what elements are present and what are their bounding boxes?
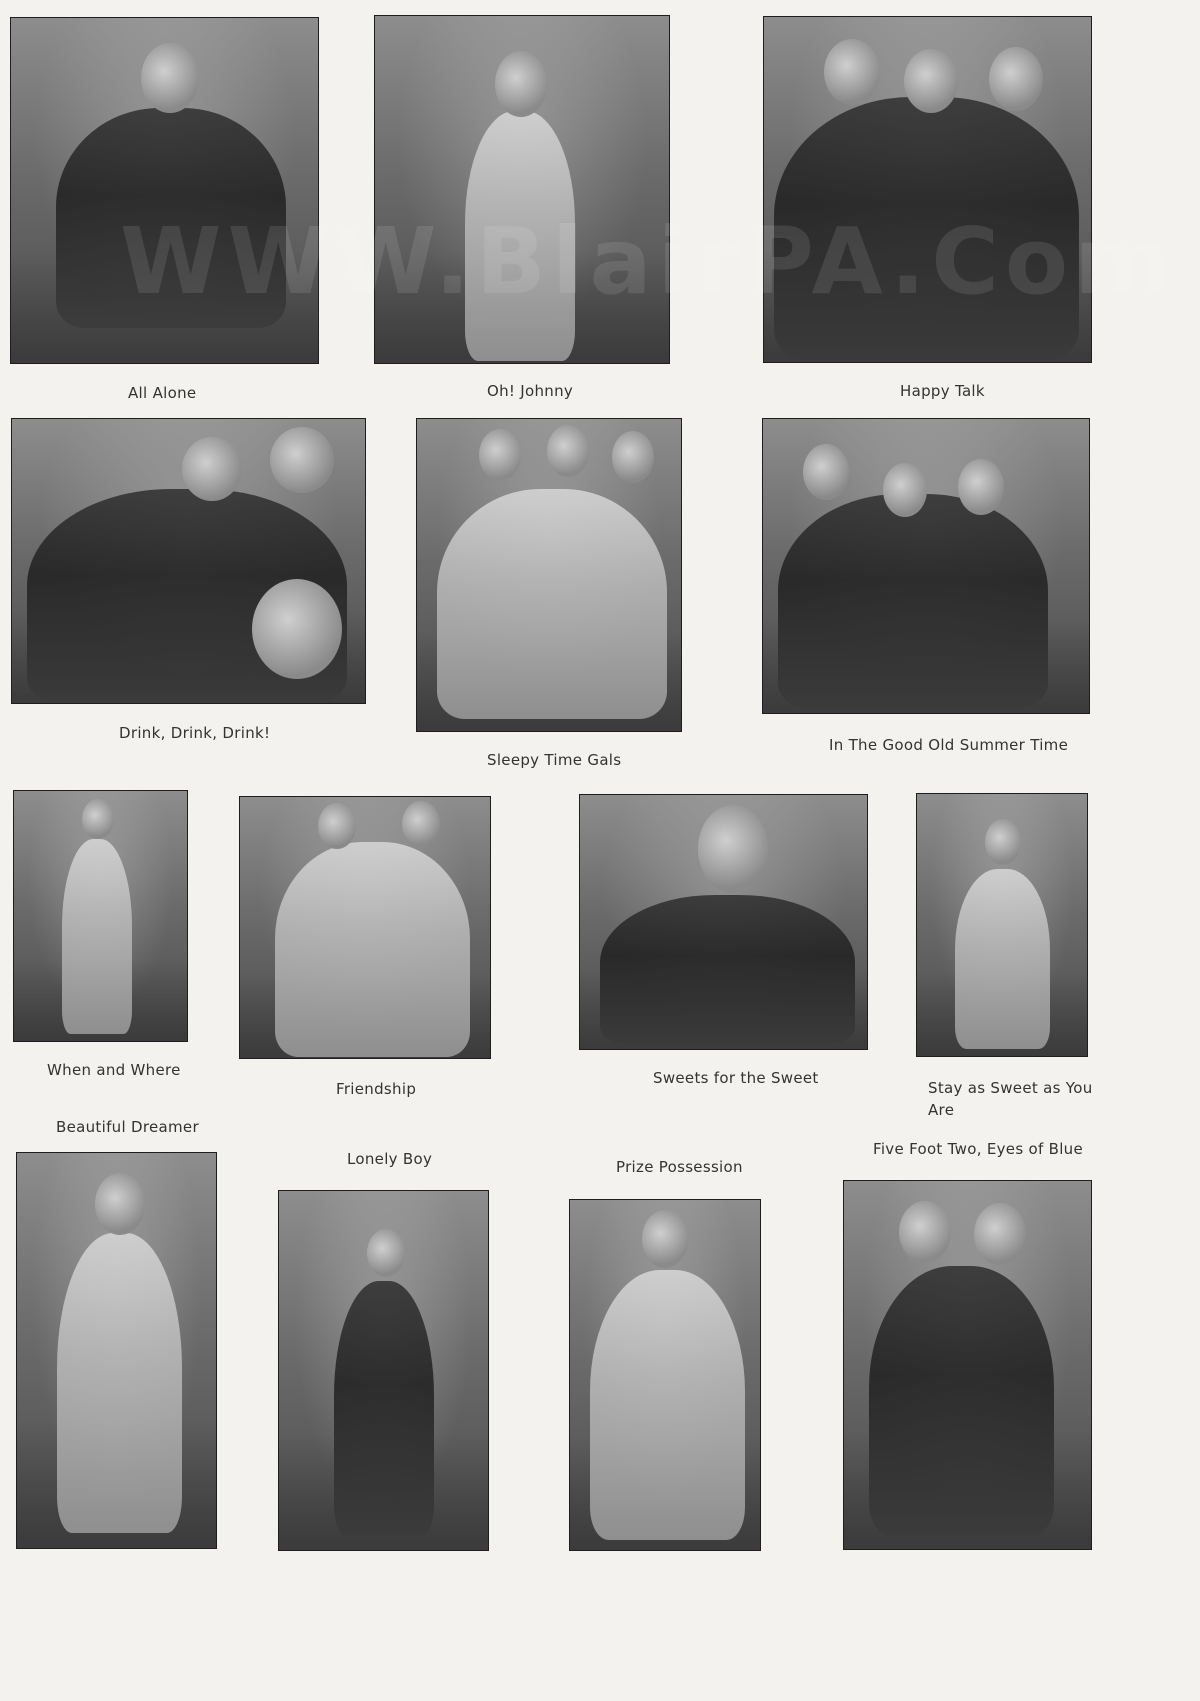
- figure-group-of-three: [774, 97, 1079, 362]
- caption-drink-drink-drink: Drink, Drink, Drink!: [119, 724, 271, 742]
- figure-head: [270, 427, 334, 493]
- photo-sweets-for-the-sweet: [579, 794, 868, 1050]
- figure-head: [252, 579, 342, 679]
- figure-head: [803, 444, 849, 500]
- figure-head: [479, 429, 521, 481]
- figure-head: [367, 1229, 405, 1277]
- figure-head: [899, 1201, 951, 1263]
- figure-boy-standing: [334, 1281, 434, 1536]
- photo-friendship: [239, 796, 491, 1059]
- photo-prize-possession: [569, 1199, 761, 1551]
- caption-friendship: Friendship: [336, 1080, 417, 1098]
- figure-pair: [275, 842, 470, 1057]
- caption-sweets-for-the-sweet: Sweets for the Sweet: [653, 1069, 819, 1087]
- figure-girl-standing: [57, 1233, 182, 1533]
- figure-head: [974, 1203, 1026, 1265]
- photo-all-alone: [10, 17, 319, 364]
- figure-head: [141, 43, 199, 113]
- caption-in-the-good-old-summer-time: In The Good Old Summer Time: [829, 736, 1069, 754]
- photo-stay-as-sweet-as-you-are: [916, 793, 1088, 1057]
- caption-when-and-where: When and Where: [47, 1061, 181, 1079]
- figure-head: [547, 425, 589, 477]
- figure-boy-eating: [600, 895, 855, 1045]
- figure-head: [985, 819, 1021, 865]
- figure-head: [82, 799, 114, 839]
- figure-head: [495, 51, 547, 117]
- figure-group-of-three: [778, 494, 1048, 709]
- figure-group-of-three: [437, 489, 667, 719]
- figure-head: [958, 459, 1004, 515]
- photo-drink-drink-drink: [11, 418, 366, 704]
- photo-when-and-where: [13, 790, 188, 1042]
- photo-beautiful-dreamer: [16, 1152, 217, 1549]
- figure-head: [904, 49, 958, 113]
- figure-girl-standing: [955, 869, 1050, 1049]
- figure-head: [402, 801, 440, 847]
- figure-girl-with-camera: [590, 1270, 745, 1540]
- caption-stay-as-sweet-as-you-are: Stay as Sweet as You Are: [928, 1079, 1093, 1119]
- figure-boy-standing: [465, 111, 575, 361]
- caption-sleepy-time-gals: Sleepy Time Gals: [487, 751, 622, 769]
- figure-head: [824, 39, 880, 105]
- figure-boy-standing: [62, 839, 132, 1034]
- photo-five-foot-two-eyes-of-blue: [843, 1180, 1092, 1550]
- figure-pair: [869, 1266, 1054, 1536]
- photo-happy-talk: [763, 16, 1092, 363]
- figure-head: [95, 1173, 145, 1235]
- photo-sleepy-time-gals: [416, 418, 682, 732]
- figure-head: [883, 463, 927, 517]
- figure-head: [612, 431, 654, 483]
- figure-head: [698, 805, 768, 893]
- photo-in-the-good-old-summer-time: [762, 418, 1090, 714]
- caption-all-alone: All Alone: [128, 384, 197, 402]
- figure-head: [642, 1210, 688, 1268]
- photo-lonely-boy: [278, 1190, 489, 1551]
- figure-head: [989, 47, 1043, 111]
- caption-beautiful-dreamer: Beautiful Dreamer: [56, 1118, 199, 1136]
- figure-head: [318, 803, 356, 849]
- caption-oh-johnny: Oh! Johnny: [487, 382, 574, 400]
- figure-head: [182, 437, 242, 501]
- caption-five-foot-two-eyes-of-blue: Five Foot Two, Eyes of Blue: [873, 1140, 1084, 1158]
- photo-oh-johnny: [374, 15, 670, 364]
- caption-prize-possession: Prize Possession: [616, 1158, 743, 1176]
- caption-happy-talk: Happy Talk: [900, 382, 985, 400]
- caption-lonely-boy: Lonely Boy: [347, 1150, 433, 1168]
- figure-girl-seated: [56, 108, 286, 328]
